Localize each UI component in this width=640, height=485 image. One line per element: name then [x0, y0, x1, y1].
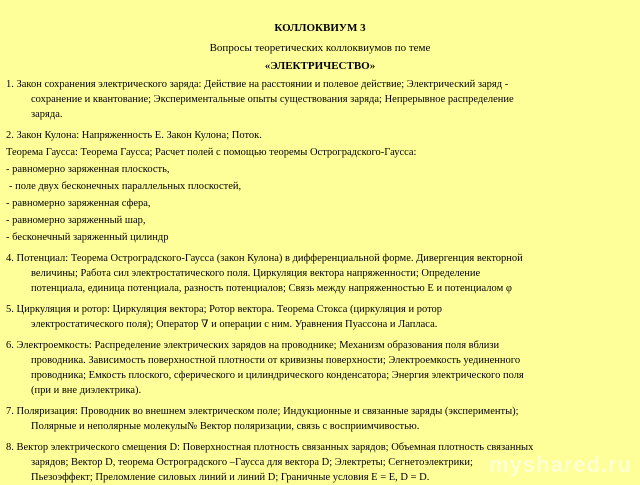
question-7-line-1: 7. Поляризация: Проводник во внешнем электрическом поле; Индукционные и связанные заряды (эксперименты); — [6, 406, 519, 417]
question-8-line-1: 8. Вектор электрического смещения D: Поверхностная плотность связанных зарядов; Объемная плотность связанных — [6, 442, 534, 453]
question-1-line-3: заряда. — [31, 109, 63, 120]
gauss-theorem: Теорема Гаусса: Теорема Гаусса; Расчет полей с помощью теоремы Остроградского-Гаусса: — [6, 147, 417, 158]
page-topic: «ЭЛЕКТРИЧЕСТВО» — [264, 60, 376, 72]
question-2: 2. Закон Кулона: Напряженность Е. Закон Кулона; Поток. — [6, 130, 262, 141]
question-6-line-3: проводника; Емкость плоского, сферического и цилиндрического конденсатора; Энергия электрического поля — [31, 370, 524, 381]
gauss-case-ball: - равномерно заряженный шар, — [6, 215, 146, 226]
question-1-line-1: 1. Закон сохранения электрического заряда: Действие на расстоянии и полевое действие; Электрический заряд - — [6, 79, 509, 90]
question-4-line-3: потенциала, единица потенциала, разность потенциалов; Связь между напряженностью Е и потенциалом φ — [31, 283, 512, 294]
question-8-line-2: зарядов; Вектор D, теорема Остроградского –Гаусса для вектора D; Электреты; Сегнетоэлектрики; — [31, 457, 473, 468]
question-5-line-1: 5. Циркуляция и ротор: Циркуляция вектора; Ротор вектора. Теорема Стокса (циркуляция и ротор — [6, 304, 443, 315]
page-subtitle: Вопросы теоретических коллоквиумов по теме — [209, 42, 431, 54]
question-6-line-1: 6. Электроемкость: Распределение электрических зарядов на проводнике; Механизм образования поля вблизи — [6, 340, 500, 351]
question-6-line-2: проводника. Зависимость поверхностной плотности от кривизны поверхности; Электроемкость уединенного — [31, 355, 521, 366]
gauss-case-cylinder: - бесконечный заряженный цилиндр — [6, 232, 169, 243]
gauss-case-sphere: - равномерно заряженная сфера, — [6, 198, 151, 209]
question-8-line-3: Пьезоэффект; Преломление силовых линий и линий D; Граничные условия E = E, D = D. — [31, 472, 430, 483]
gauss-case-two-planes: - поле двух бесконечных параллельных плоскостей, — [9, 181, 242, 192]
question-1-line-2: сохранение и квантование; Экспериментальные опыты существования заряда; Непрерывное распределение — [31, 94, 514, 105]
page-title: КОЛЛОКВИУМ 3 — [274, 22, 366, 34]
question-7-line-2: Полярные и неполярные молекулы№ Вектор поляризации, связь с восприимчивостью. — [31, 421, 420, 432]
question-4-line-1: 4. Потенциал: Теорема Остроградского-Гаусса (закон Кулона) в дифференциальной форме. Дивергенция векторной — [6, 253, 523, 264]
question-4-line-2: величины; Работа сил электростатического поля. Циркуляция вектора напряженности; Определение — [31, 268, 481, 279]
site-watermark: myshared.ru — [488, 452, 632, 477]
question-6-line-4: (при и вне диэлектрика). — [31, 385, 142, 396]
question-5-line-2: электростатического поля); Оператор ∇ и операции с ним. Уравнения Пуассона и Лапласа. — [31, 319, 438, 330]
gauss-case-plane: - равномерно заряженная плоскость, — [6, 164, 170, 175]
